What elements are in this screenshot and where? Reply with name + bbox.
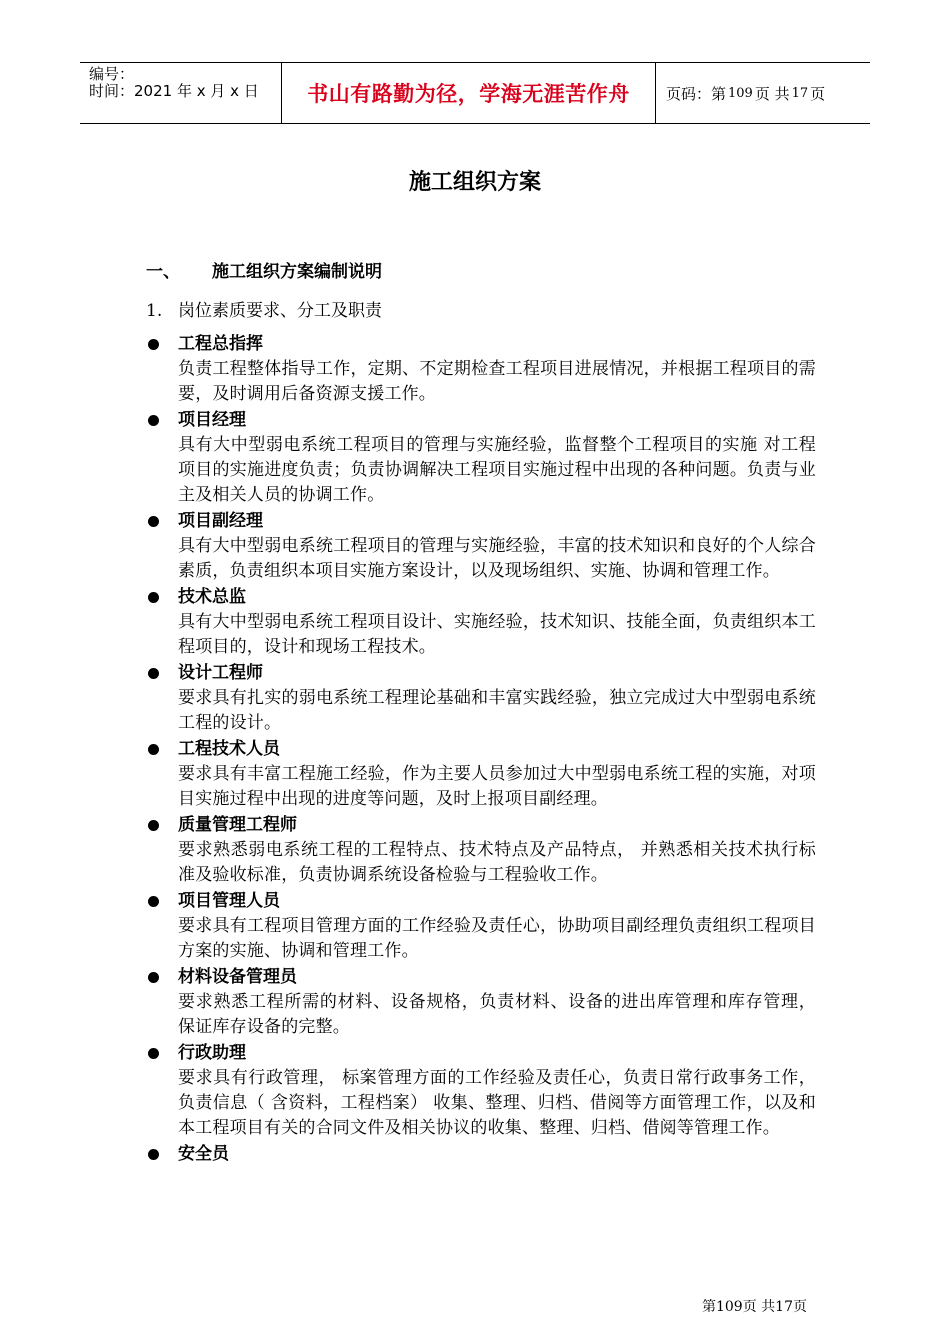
role-title: 技术总监	[178, 587, 246, 607]
role-item	[146, 1142, 816, 1167]
role-item	[146, 965, 816, 1040]
role-item	[146, 332, 816, 407]
role-title: 行政助理	[178, 1043, 246, 1063]
page-header	[80, 62, 870, 124]
header-page-info	[656, 63, 870, 123]
document-title: 施工组织方案	[408, 170, 541, 195]
doc-date: 时间：2021 年 x 月 x 日	[89, 82, 259, 100]
page-footer	[702, 1296, 807, 1316]
page-total: 17	[791, 85, 809, 101]
role-item	[146, 509, 816, 584]
role-item	[146, 737, 816, 812]
footer-prefix: 第	[701, 1299, 716, 1315]
role-description: 要求熟悉弱电系统工程的工程特点、技术特点及产品特点， 并熟悉相关技术执行标准及验收标准，负责协调系统设备检验与工程验收工作。	[178, 840, 816, 885]
section-label: 施工组织方案编制说明	[212, 262, 382, 282]
bullet-icon	[148, 744, 159, 755]
subsection-label: 岗位素质要求、分工及职责	[178, 301, 382, 321]
section-heading	[146, 257, 382, 282]
role-title: 材料设备管理员	[178, 967, 297, 987]
role-item	[146, 889, 816, 964]
role-title: 质量管理工程师	[178, 815, 297, 835]
role-item	[146, 1041, 816, 1141]
header-motto: 书山有路勤为径，学海无涯苦作舟	[282, 63, 656, 123]
role-item	[146, 408, 816, 508]
role-description: 要求具有扎实的弱电系统工程理论基础和丰富实践经验，独立完成过大中型弱电系统工程的设计。	[178, 688, 816, 733]
page-prefix: 页码：第	[666, 84, 727, 103]
role-item	[146, 585, 816, 660]
role-title: 安全员	[178, 1144, 229, 1164]
page-mid: 页 共	[754, 84, 790, 103]
role-description: 负责工程整体指导工作，定期、不定期检查工程项目进展情况，并根据工程项目的需要，及时调用后备资源支援工作。	[178, 359, 816, 404]
role-list	[146, 332, 816, 1168]
footer-suffix: 页	[793, 1299, 807, 1315]
section-number: 一、	[146, 262, 180, 282]
bullet-icon	[148, 339, 159, 350]
bullet-icon	[148, 592, 159, 603]
role-title: 工程技术人员	[178, 739, 280, 759]
role-description: 要求具有丰富工程施工经验，作为主要人员参加过大中型弱电系统工程的实施，对项目实施过程中出现的进度等问题，及时上报项目副经理。	[178, 764, 816, 809]
role-title: 项目经理	[178, 410, 246, 430]
role-description: 具有大中型弱电系统工程项目的管理与实施经验，监督整个工程项目的实施 对工程项目的实施进度负责；负责协调解决工程项目实施过程中出现的各种问题。负责与业主及相关人员的协调工作。	[178, 435, 816, 505]
bullet-icon	[148, 668, 159, 679]
bullet-icon	[148, 1149, 159, 1160]
bullet-icon	[148, 516, 159, 527]
bullet-icon	[148, 1048, 159, 1059]
subsection-heading	[146, 296, 382, 321]
bullet-icon	[148, 415, 159, 426]
footer-current: 109	[715, 1299, 743, 1315]
subsection-number: 1.	[146, 301, 163, 321]
role-title: 项目副经理	[178, 511, 263, 531]
role-description: 具有大中型弱电系统工程项目设计、实施经验，技术知识、技能全面，负责组织本工程项目的，设计和现场工程技术。	[178, 612, 816, 657]
doc-number-label: 编号：	[89, 65, 135, 83]
role-description: 要求具有行政管理， 标案管理方面的工作经验及责任心，负责日常行政事务工作，负责信息（ 含资料，工程档案） 收集、整理、归档、借阅等方面管理工作，以及和本工程项目有关的合同文件及相关协议的收集、整理、归档、借阅等管理工作。	[178, 1068, 816, 1138]
role-description: 要求具有工程项目管理方面的工作经验及责任心，协助项目副经理负责组织工程项目方案的实施、协调和管理工作。	[178, 916, 816, 961]
role-title: 项目管理人员	[178, 891, 280, 911]
bullet-icon	[148, 896, 159, 907]
role-item	[146, 813, 816, 888]
role-description: 要求熟悉工程所需的材料、设备规格，负责材料、设备的进出库管理和库存管理， 保证库存设备的完整。	[178, 992, 816, 1037]
footer-mid: 页 共	[742, 1299, 776, 1315]
bullet-icon	[148, 972, 159, 983]
footer-total: 17	[775, 1299, 793, 1315]
page-suffix: 页	[810, 84, 826, 103]
role-description: 具有大中型弱电系统工程项目的管理与实施经验，丰富的技术知识和良好的个人综合素质，负责组织本项目实施方案设计，以及现场组织、实施、协调和管理工作。	[178, 536, 816, 581]
role-title: 设计工程师	[178, 663, 263, 683]
page-current: 109	[728, 85, 753, 101]
role-item	[146, 661, 816, 736]
bullet-icon	[148, 820, 159, 831]
role-title: 工程总指挥	[178, 334, 263, 354]
header-meta	[80, 63, 282, 123]
